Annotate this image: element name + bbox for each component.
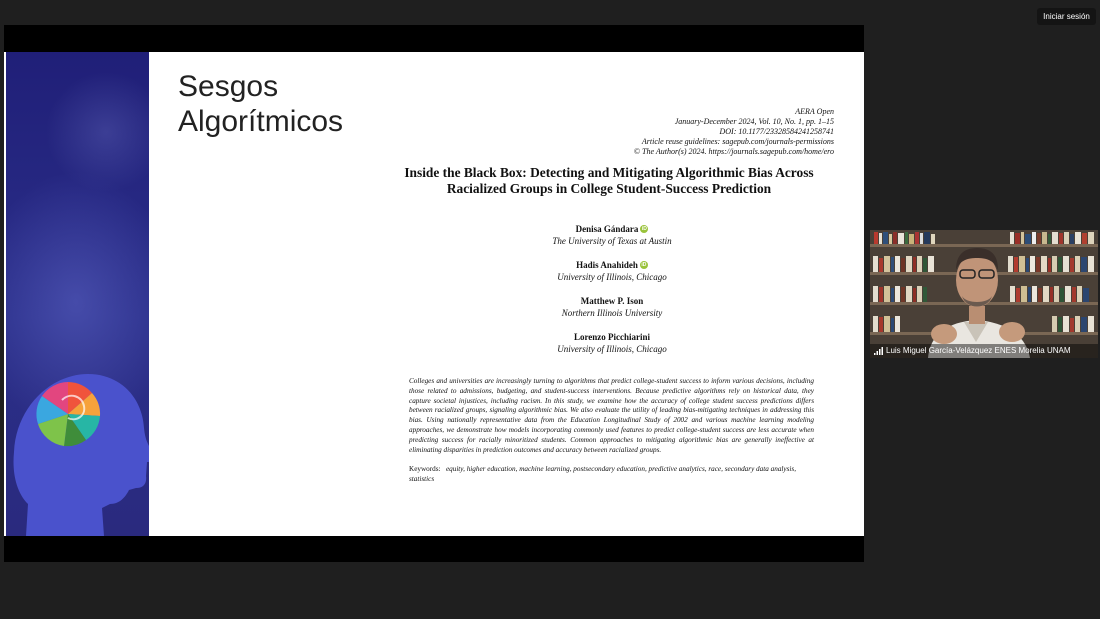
orcid-icon: iD [641,262,647,268]
slide-side-panel [6,52,149,536]
author-affiliation: Northern Illinois University [561,308,663,318]
paper-keywords [409,465,814,485]
author-name: Denisa Gándara iD [575,224,647,234]
orcid-icon: iD [641,226,647,232]
bookshelf-background [870,230,1098,358]
paper-page [384,107,834,485]
author-name: Lorenzo Picchiarini [573,332,651,342]
author-list [390,223,834,355]
participant-name: Luis Miguel García-Velázquez ENES Morelia UNAM [886,346,1071,355]
author-affiliation: University of Illinois, Chicago [557,272,667,282]
author-affiliation: University of Illinois, Chicago [557,344,667,354]
reuse-guidelines: Article reuse guidelines: sagepub.com/journals-permissions [641,137,834,146]
paper-abstract: Colleges and universities are increasingly turning to algorithms that predict college-student success to inform various decisions, including those related to admissions, budgeting, and student-success interventions. Because predictive algorithms rely on historical data, they capture societal injustices, including racism. In this study, we examine how the accuracy of college student success predictions differs between racialized groups, signaling algorithmic bias. We also evaluate the utility of leading bias-mitigating techniques in addressing this bias. Using nationally representative data from the Education Longitudinal Study of 2002 and various machine learning modeling approaches, we demonstrate how models incorporating commonly used features to predict college-student success are less accurate when predicting success for racially minoritized students. Common approaches to mitigating algorithmic bias are generally ineffective at eliminating disparities in prediction outcomes and accuracy between racialized groups. [409,377,814,454]
journal-name: AERA Open [795,107,834,116]
presentation-slide [4,52,864,536]
sign-in-button[interactable]: Iniciar sesión [1037,8,1096,25]
keywords-label: Keywords: [409,465,441,474]
paper-title: Inside the Black Box: Detecting and Mitigating Algorithmic Bias Across Racialized Groups in College Student-Success Prediction [404,165,814,196]
participant-name-bar [870,344,1098,358]
shared-screen [4,25,864,562]
participant-video-tile[interactable] [870,230,1098,358]
author-affiliation: The University of Texas at Austin [552,236,672,246]
signal-strength-icon [874,347,883,355]
journal-meta [374,107,834,157]
copyright: © The Author(s) 2024. https://journals.sagepub.com/home/ero [633,147,834,156]
journal-issue: January-December 2024, Vol. 10, No. 1, pp. 1–15 [674,117,834,126]
keywords-list: equity, higher education, machine learning, postsecondary education, predictive analytics, race, secondary data analysis, statistics [409,465,796,484]
journal-doi: DOI: 10.1177/23328584241258741 [719,127,834,136]
author-name: Matthew P. Ison [580,296,644,306]
head-brain-illustration [6,52,149,536]
author-name: Hadis Anahideh iD [576,260,647,270]
slide-title: Sesgos Algorítmicos [178,70,344,138]
